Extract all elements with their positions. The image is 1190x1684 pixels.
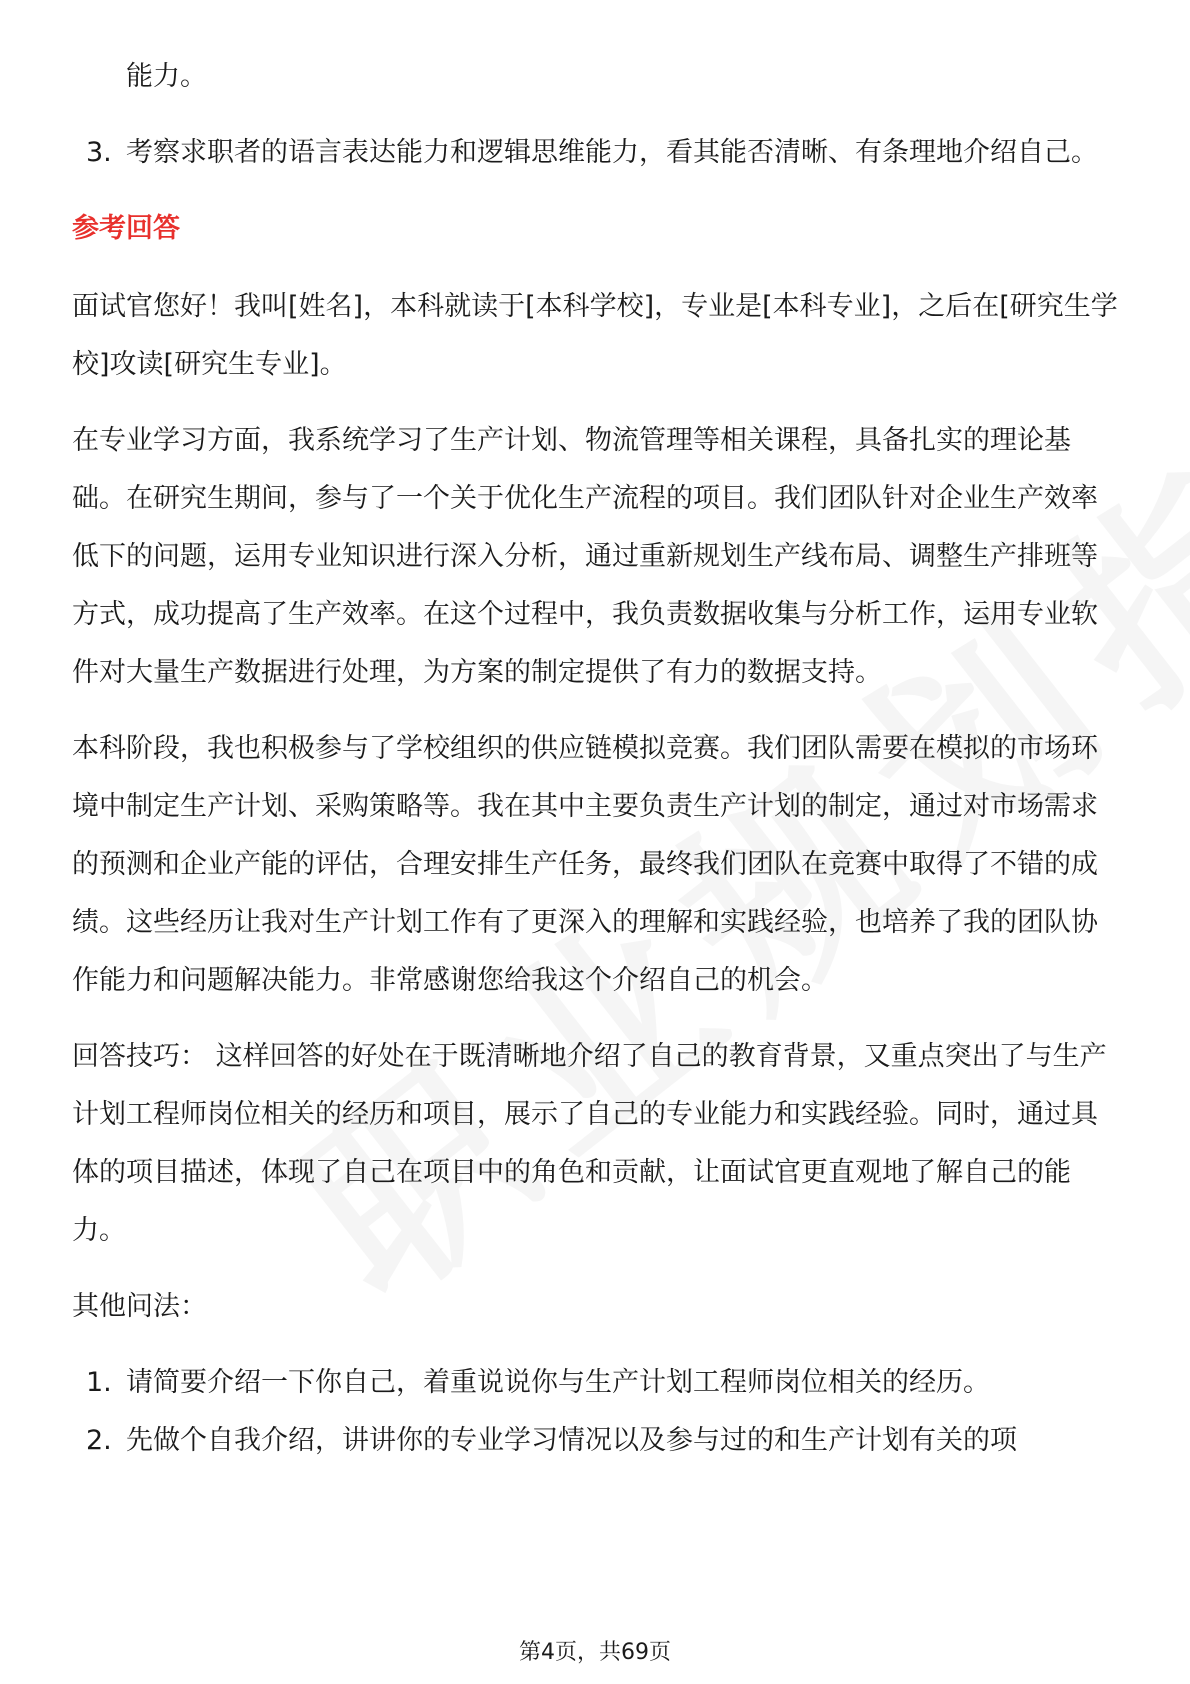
list-number: 2.: [86, 1425, 112, 1456]
answer-paragraph: 面试官您好！我叫[姓名]，本科就读于[本科学校]，专业是[本科专业]，之后在[研究生学校]攻读[研究生专业]。: [72, 291, 1118, 380]
other-questions-label: 其他问法：: [72, 1291, 207, 1322]
answer-paragraph: 本科阶段，我也积极参与了学校组织的供应链模拟竞赛。我们团队需要在模拟的市场环境中制定生产计划、采购策略等。我在其中主要负责生产计划的制定，通过对市场需求的预测和企业产能的评估，合理安排生产任务，最终我们团队在竞赛中取得了不错的成绩。这些经历让我对生产计划工作有了更深入的理解和实践经验，也培养了我的团队协作能力和问题解决能力。非常感谢您给我这个介绍自己的机会。: [72, 733, 1098, 996]
list-item-text: 考察求职者的语言表达能力和逻辑思维能力，看其能否清晰、有条理地介绍自己。: [126, 137, 1098, 168]
assessment-points-list: [72, 124, 1122, 182]
list-number: 1.: [86, 1367, 112, 1398]
answer-paragraph: 在专业学习方面，我系统学习了生产计划、物流管理等相关课程，具备扎实的理论基础。在研究生期间，参与了一个关于优化生产流程的项目。我们团队针对企业生产效率低下的问题，运用专业知识进行深入分析，通过重新规划生产线布局、调整生产排班等方式，成功提高了生产效率。在这个过程中，我负责数据收集与分析工作，运用专业软件对大量生产数据进行处理，为方案的制定提供了有力的数据支持。: [72, 425, 1098, 688]
list-item: [72, 1354, 1122, 1412]
page-content: [72, 48, 1122, 1488]
list-number: 3.: [86, 137, 112, 168]
answer-tips: 回答技巧： 这样回答的好处在于既清晰地介绍了自己的教育背景，又重点突出了与生产计划工程师岗位相关的经历和项目，展示了自己的专业能力和实践经验。同时，通过具体的项目描述，体现了自己在项目中的角色和贡献，让面试官更直观地了解自己的能力。: [72, 1041, 1107, 1246]
other-questions-list: [72, 1354, 1122, 1470]
list-item-text: 先做个自我介绍，讲讲你的专业学习情况以及参与过的和生产计划有关的项: [126, 1425, 1017, 1456]
page-number: 第4页，共69页: [519, 1640, 671, 1665]
list-item: [72, 1412, 1122, 1470]
section-title: 参考回答: [72, 213, 180, 244]
continued-text: 能力。: [126, 61, 207, 92]
list-item-text: 请简要介绍一下你自己，着重说说你与生产计划工程师岗位相关的经历。: [126, 1367, 990, 1398]
list-item: [72, 124, 1122, 182]
